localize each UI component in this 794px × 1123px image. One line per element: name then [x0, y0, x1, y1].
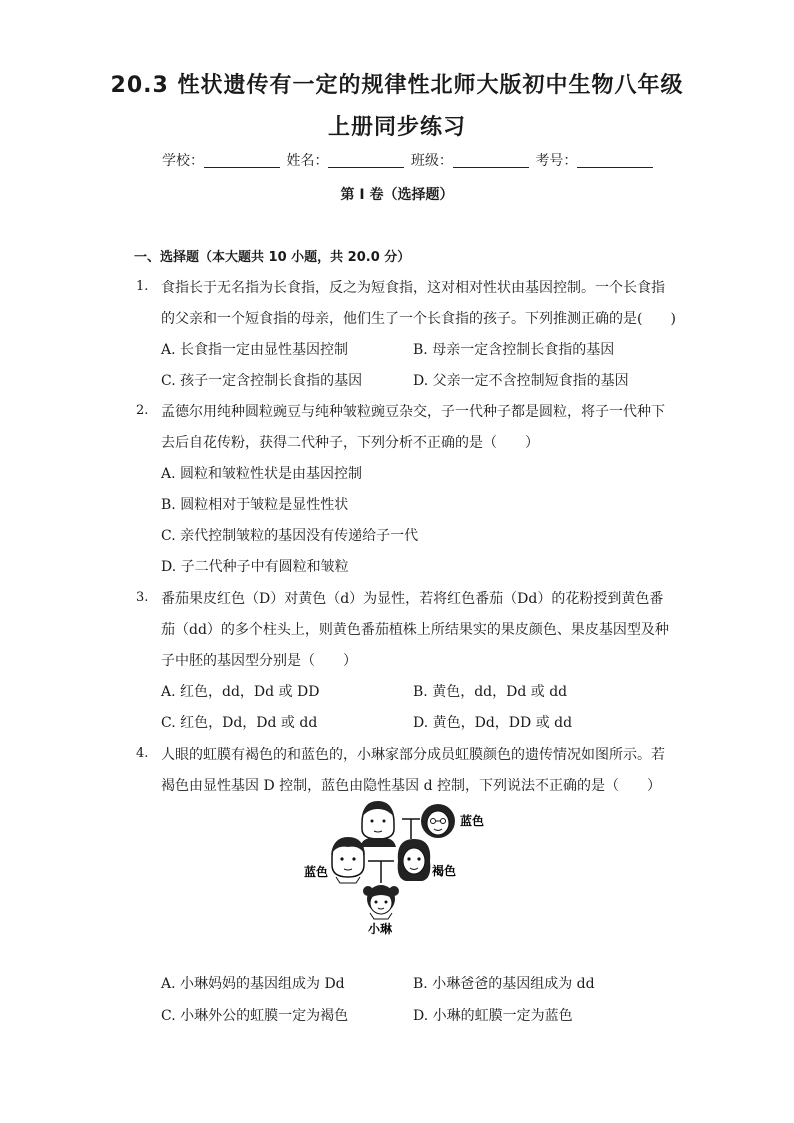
- school-field[interactable]: [204, 153, 280, 168]
- q4-option-c[interactable]: C. 小琳外公的虹膜一定为褐色: [161, 1008, 349, 1024]
- question-number-4: 4.: [136, 746, 149, 761]
- question-3-text-line1: 番茄果皮红色（D）对黄色（d）为显性，若将红色番茄（Dd）的花粉授到黄色番: [161, 591, 664, 607]
- label-father-color: 蓝色: [304, 865, 329, 879]
- label-child-name: 小琳: [368, 922, 393, 936]
- question-3-text-line3: 子中胚的基因型分别是（ ）: [161, 653, 357, 669]
- question-4-text-line1: 人眼的虹膜有褐色的和蓝色的，小琳家部分成员虹膜颜色的遗传情况如图所示。若: [161, 747, 665, 763]
- name-field[interactable]: [328, 153, 404, 168]
- q4-option-a[interactable]: A. 小琳妈妈的基因组成为 Dd: [161, 976, 345, 992]
- class-label: 班级：: [410, 153, 453, 169]
- volume-heading: 第 I 卷（选择题）: [340, 187, 454, 203]
- grandfather-portrait: [360, 801, 396, 847]
- class-field[interactable]: [453, 153, 529, 168]
- mother-portrait: [398, 839, 431, 881]
- q2-option-b[interactable]: B. 圆粒相对于皱粒是显性性状: [161, 497, 349, 513]
- q2-option-d[interactable]: D. 子二代种子中有圆粒和皱粒: [161, 559, 349, 575]
- number-label: 考号：: [535, 153, 578, 169]
- page-title: 20.3 性状遗传有一定的规律性北师大版初中生物八年级: [110, 73, 684, 98]
- q3-option-a[interactable]: A. 红色，dd，Dd 或 DD: [161, 684, 320, 700]
- question-1-text-line1: 食指长于无名指为长食指，反之为短食指，这对相对性状由基因控制。一个长食指: [161, 280, 665, 296]
- q1-option-c[interactable]: C. 孩子一定含控制长食指的基因: [161, 373, 363, 389]
- label-grandmother-color: 蓝色: [460, 814, 485, 828]
- grandmother-portrait: [421, 804, 455, 838]
- q1-option-b[interactable]: B. 母亲一定含控制长食指的基因: [413, 342, 615, 358]
- q3-option-d[interactable]: D. 黄色，Dd，DD 或 dd: [413, 715, 573, 731]
- question-number-2: 2.: [136, 403, 149, 418]
- q1-option-a[interactable]: A. 长食指一定由显性基因控制: [161, 342, 349, 358]
- question-2-text-line1: 孟德尔用纯种圆粒豌豆与纯种皱粒豌豆杂交，子一代种子都是圆粒，将子一代种下: [161, 404, 665, 420]
- child-portrait: [363, 885, 399, 919]
- school-label: 学校：: [162, 153, 204, 169]
- q4-option-b[interactable]: B. 小琳爸爸的基因组成为 dd: [413, 976, 595, 992]
- father-portrait: [331, 837, 365, 883]
- pedigree-figure: [290, 795, 500, 940]
- question-number-3: 3.: [136, 590, 149, 605]
- number-field[interactable]: [577, 153, 653, 168]
- name-label: 姓名：: [286, 153, 329, 169]
- label-mother-color: 褐色: [432, 864, 457, 878]
- q2-option-c[interactable]: C. 亲代控制皱粒的基因没有传递给子一代: [161, 528, 419, 544]
- q3-option-c[interactable]: C. 红色，Dd，Dd 或 dd: [161, 715, 318, 731]
- question-1-text-line2: 的父亲和一个短食指的母亲，他们生了一个长食指的孩子。下列推测正确的是( ): [161, 311, 676, 327]
- question-4-text-line2: 褐色由显性基因 D 控制，蓝色由隐性基因 d 控制，下列说法不正确的是（ ）: [161, 778, 661, 794]
- section-heading: 一、选择题（本大题共 10 小题，共 20.0 分）: [134, 250, 411, 265]
- question-3-text-line2: 茄（dd）的多个柱头上，则黄色番茄植株上所结果实的果皮颜色、果皮基因型及种: [161, 622, 669, 638]
- question-number-1: 1.: [136, 279, 149, 294]
- q2-option-a[interactable]: A. 圆粒和皱粒性状是由基因控制: [161, 466, 363, 482]
- page-title-line2: 上册同步练习: [327, 115, 466, 140]
- question-2-text-line2: 去后自花传粉，获得二代种子，下列分析不正确的是（ ）: [161, 435, 539, 451]
- q4-option-d[interactable]: D. 小琳的虹膜一定为蓝色: [413, 1008, 573, 1024]
- q3-option-b[interactable]: B. 黄色，dd，Dd 或 dd: [413, 684, 568, 700]
- info-line: [162, 150, 655, 170]
- q1-option-d[interactable]: D. 父亲一定不含控制短食指的基因: [413, 373, 629, 389]
